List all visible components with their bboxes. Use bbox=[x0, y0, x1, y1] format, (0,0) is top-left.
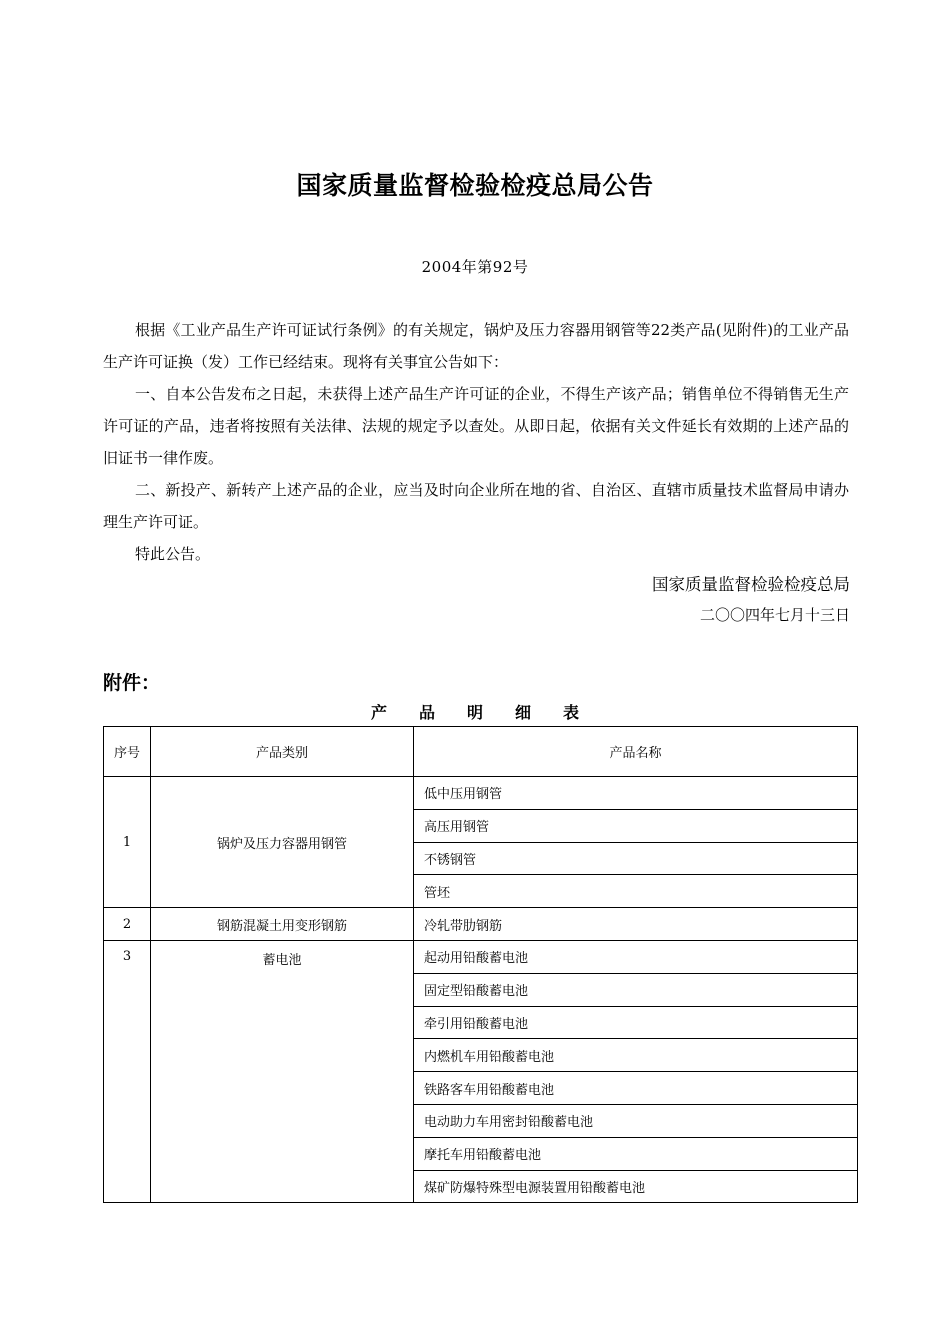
product-table bbox=[103, 726, 858, 1203]
header-product-name: 产品名称 bbox=[414, 727, 858, 777]
paragraph-item-1: 一、自本公告发布之日起，未获得上述产品生产许可证的企业，不得生产该产品；销售单位不得销售无生产许可证的产品，违者将按照有关法律、法规的规定予以查处。从即日起，依据有关文件延长有效期的上述产品的旧证书一律作废。 bbox=[103, 385, 849, 467]
cell-no: 2 bbox=[104, 908, 151, 941]
signature-org: 国家质量监督检验检疫总局 bbox=[652, 575, 850, 594]
table-row bbox=[104, 777, 858, 810]
cell-product-name: 铁路客车用铅酸蓄电池 bbox=[414, 1072, 858, 1105]
cell-category: 钢筋混凝土用变形钢筋 bbox=[151, 908, 414, 941]
signature-date: 二〇〇四年七月十三日 bbox=[699, 606, 850, 624]
header-no: 序号 bbox=[104, 727, 151, 777]
cell-product-name: 内燃机车用铅酸蓄电池 bbox=[414, 1039, 858, 1072]
paragraph-intro: 根据《工业产品生产许可证试行条例》的有关规定，锅炉及压力容器用钢管等22类产品(见附件)的工业产品生产许可证换（发）工作已经结束。现将有关事宜公告如下： bbox=[103, 321, 849, 371]
cell-category: 蓄电池 bbox=[151, 940, 414, 1202]
table-title: 产品明细表 bbox=[370, 703, 611, 722]
cell-product-name: 摩托车用铅酸蓄电池 bbox=[414, 1137, 858, 1170]
cell-product-name: 冷轧带肋钢筋 bbox=[414, 908, 858, 941]
attachment-label: 附件： bbox=[103, 672, 161, 694]
announcement-body bbox=[103, 314, 849, 570]
cell-product-name: 煤矿防爆特殊型电源装置用铅酸蓄电池 bbox=[414, 1170, 858, 1203]
cell-product-name: 起动用铅酸蓄电池 bbox=[414, 940, 858, 973]
table-row bbox=[104, 908, 858, 941]
cell-product-name: 固定型铅酸蓄电池 bbox=[414, 973, 858, 1006]
paragraph-closing: 特此公告。 bbox=[135, 545, 211, 563]
cell-category: 锅炉及压力容器用钢管 bbox=[151, 777, 414, 908]
header-category: 产品类别 bbox=[151, 727, 414, 777]
cell-product-name: 高压用钢管 bbox=[414, 809, 858, 842]
table-row bbox=[104, 940, 858, 973]
table-header-row bbox=[104, 727, 858, 777]
signature-block bbox=[652, 570, 850, 630]
document-number: 2004年第92号 bbox=[421, 258, 529, 276]
cell-product-name: 牵引用铅酸蓄电池 bbox=[414, 1006, 858, 1039]
cell-no: 3 bbox=[104, 940, 151, 1202]
cell-product-name: 电动助力车用密封铅酸蓄电池 bbox=[414, 1104, 858, 1137]
cell-product-name: 低中压用钢管 bbox=[414, 777, 858, 810]
table-body bbox=[104, 777, 858, 1203]
cell-product-name: 不锈钢管 bbox=[414, 842, 858, 875]
announcement-title: 国家质量监督检验检疫总局公告 bbox=[296, 171, 654, 200]
cell-no: 1 bbox=[104, 777, 151, 908]
cell-product-name: 管坯 bbox=[414, 875, 858, 908]
paragraph-item-2: 二、新投产、新转产上述产品的企业，应当及时向企业所在地的省、自治区、直辖市质量技术监督局申请办理生产许可证。 bbox=[103, 481, 849, 531]
